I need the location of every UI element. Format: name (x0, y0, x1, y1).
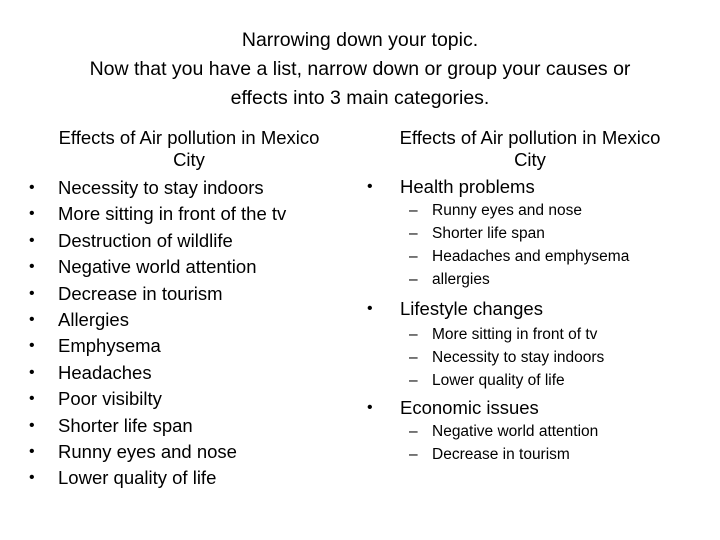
bullet-icon: • (29, 258, 35, 276)
category-sublist (362, 199, 698, 291)
list-item-text: Poor visibilty (58, 388, 162, 410)
list-item-text: Headaches (58, 361, 152, 383)
category-label: Economic issues (400, 397, 539, 418)
bullet-icon: • (367, 300, 373, 317)
sub-item-text: Runny eyes and nose (432, 202, 582, 219)
list-item (24, 386, 354, 412)
left-heading-line: City (173, 149, 205, 170)
title-line: Now that you have a list, narrow down or group your causes or (89, 58, 631, 80)
list-item-text: Decrease in tourism (58, 282, 223, 304)
list-item-text: Lower quality of life (58, 467, 217, 489)
sub-list-item (362, 323, 698, 346)
category-label: Lifestyle changes (400, 298, 543, 319)
bullet-icon: • (29, 469, 35, 487)
list-item (24, 413, 354, 439)
dash-icon: – (409, 372, 418, 389)
sub-list-item (362, 245, 698, 268)
sub-item-text: Shorter life span (432, 225, 545, 242)
category-heading (362, 175, 698, 199)
sub-item-text: Necessity to stay indoors (432, 349, 605, 366)
bullet-icon: • (367, 399, 373, 416)
dash-icon: – (409, 248, 418, 265)
list-item (24, 254, 354, 280)
right-heading-line: City (514, 149, 546, 170)
left-column-heading (24, 127, 354, 171)
bullet-icon: • (29, 337, 35, 355)
dash-icon: – (409, 349, 418, 366)
dash-icon: – (409, 446, 418, 463)
category-heading (362, 396, 698, 420)
sub-list-item (362, 199, 698, 222)
dash-icon: – (409, 225, 418, 242)
list-item-text: Destruction of wildlife (58, 229, 233, 251)
list-item (24, 360, 354, 386)
right-heading-line: Effects of Air pollution in Mexico (399, 127, 661, 148)
bullet-icon: • (29, 205, 35, 223)
dash-icon: – (409, 326, 418, 343)
bullet-icon: • (29, 416, 35, 434)
slide-title (0, 26, 720, 113)
dash-icon: – (409, 271, 418, 288)
list-item (24, 307, 354, 333)
dash-icon: – (409, 423, 418, 440)
sub-item-text: Negative world attention (432, 423, 599, 440)
list-item-text: Emphysema (58, 335, 161, 357)
bullet-icon: • (29, 310, 35, 328)
category-lifestyle-changes (362, 297, 698, 392)
category-label: Health problems (400, 176, 535, 197)
right-column (362, 127, 698, 466)
list-item (24, 465, 354, 491)
category-sublist (362, 420, 698, 466)
bullet-icon: • (29, 390, 35, 408)
bullet-icon: • (29, 284, 35, 302)
list-item (24, 201, 354, 227)
list-item-text: Negative world attention (58, 256, 257, 278)
left-column (24, 127, 354, 492)
list-item (24, 439, 354, 465)
list-item-text: More sitting in front of the tv (58, 203, 287, 225)
category-heading (362, 297, 698, 321)
list-item (24, 228, 354, 254)
bullet-icon: • (29, 179, 35, 196)
sub-list-item (362, 443, 698, 466)
bullet-icon: • (29, 363, 35, 381)
left-heading-line: Effects of Air pollution in Mexico (58, 127, 320, 148)
dash-icon: – (409, 202, 418, 219)
list-item-text: Runny eyes and nose (58, 440, 237, 462)
list-item (24, 333, 354, 359)
category-sublist (362, 323, 698, 392)
sub-item-text: Decrease in tourism (432, 446, 570, 463)
category-health-problems (362, 175, 698, 291)
list-item (24, 175, 354, 201)
sub-item-text: More sitting in front of tv (432, 326, 598, 343)
sub-item-text: allergies (432, 271, 490, 288)
sub-list-item (362, 420, 698, 443)
sub-list-item (362, 268, 698, 291)
list-item (24, 281, 354, 307)
bullet-icon: • (29, 231, 35, 249)
title-line: Narrowing down your topic. (241, 29, 479, 51)
sub-list-item (362, 222, 698, 245)
sub-list-item (362, 346, 698, 369)
list-item-text: Shorter life span (58, 414, 193, 436)
list-item-text: Allergies (58, 308, 129, 330)
sub-item-text: Headaches and emphysema (432, 248, 630, 265)
category-economic-issues (362, 396, 698, 466)
bullet-icon: • (29, 442, 35, 460)
list-item-text: Necessity to stay indoors (58, 177, 264, 198)
sub-list-item (362, 369, 698, 392)
right-column-heading (362, 127, 698, 171)
left-effects-list (24, 175, 354, 492)
sub-item-text: Lower quality of life (432, 372, 565, 389)
title-line: effects into 3 main categories. (230, 87, 490, 109)
bullet-icon: • (367, 178, 373, 195)
